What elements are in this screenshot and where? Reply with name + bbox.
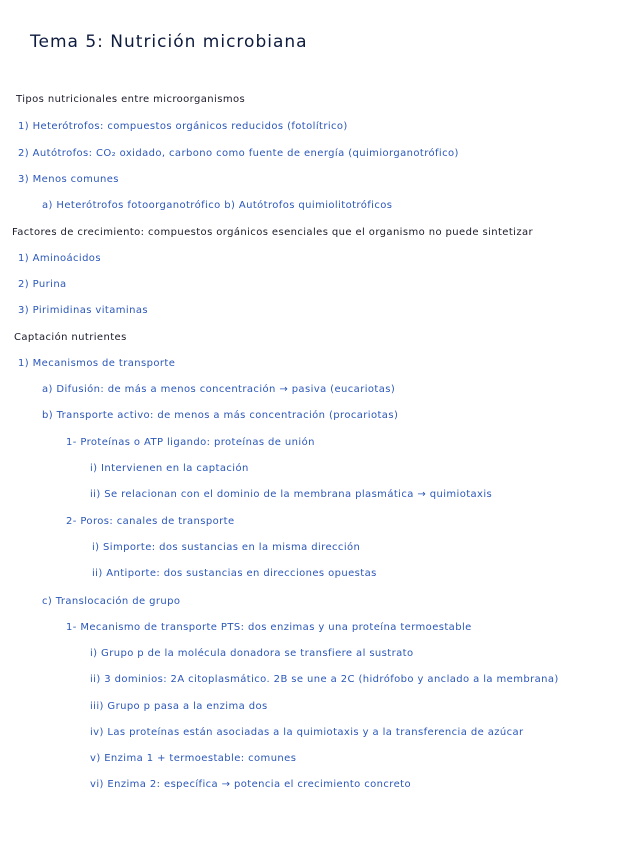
- note-line: ii) Se relacionan con el dominio de la membrana plasmática → quimiotaxis: [90, 489, 493, 500]
- note-line: 1) Mecanismos de transporte: [18, 358, 176, 369]
- note-line: ii) Antiporte: dos sustancias en direcciones opuestas: [92, 568, 377, 579]
- note-line: vi) Enzima 2: específica → potencia el crecimiento concreto: [90, 779, 411, 790]
- note-line: 3) Menos comunes: [18, 174, 119, 185]
- note-line: v) Enzima 1 + termoestable: comunes: [90, 753, 297, 764]
- section-heading-tipos: Tipos nutricionales entre microorganismos: [16, 94, 246, 105]
- note-line: c) Translocación de grupo: [42, 596, 181, 607]
- note-line: 1) Heterótrofos: compuestos orgánicos reducidos (fotolítrico): [18, 121, 348, 132]
- page-title: Tema 5: Nutrición microbiana: [30, 32, 308, 52]
- note-line: b) Transporte activo: de menos a más concentración (procariotas): [42, 410, 399, 421]
- note-line: 1) Aminoácidos: [18, 253, 101, 264]
- note-line: iii) Grupo p pasa a la enzima dos: [90, 701, 268, 712]
- note-line: iv) Las proteínas están asociadas a la quimiotaxis y a la transferencia de azúcar: [90, 727, 524, 738]
- section-heading-captacion: Captación nutrientes: [14, 332, 127, 343]
- note-line: a) Difusión: de más a menos concentración → pasiva (eucariotas): [42, 384, 396, 395]
- note-line: ii) 3 dominios: 2A citoplasmático. 2B se une a 2C (hidrófobo y anclado a la membrana): [90, 674, 559, 685]
- section-heading-factores: Factores de crecimiento: compuestos orgánicos esenciales que el organismo no puede sintetizar: [12, 227, 534, 238]
- note-line: 2) Purina: [18, 279, 67, 290]
- note-line: 1- Proteínas o ATP ligando: proteínas de unión: [66, 437, 315, 448]
- note-line: 1- Mecanismo de transporte PTS: dos enzimas y una proteína termoestable: [66, 622, 472, 633]
- note-line: a) Heterótrofos fotoorganotrófico b) Autótrofos quimiolitotróficos: [42, 200, 393, 211]
- note-line: 2- Poros: canales de transporte: [66, 516, 235, 527]
- note-line: 2) Autótrofos: CO₂ oxidado, carbono como fuente de energía (quimiorganotrófico): [18, 148, 459, 159]
- note-line: i) Simporte: dos sustancias en la misma dirección: [92, 542, 361, 553]
- note-line: i) Intervienen en la captación: [90, 463, 249, 474]
- note-line: i) Grupo p de la molécula donadora se transfiere al sustrato: [90, 648, 414, 659]
- note-line: 3) Pirimidinas vitaminas: [18, 305, 148, 316]
